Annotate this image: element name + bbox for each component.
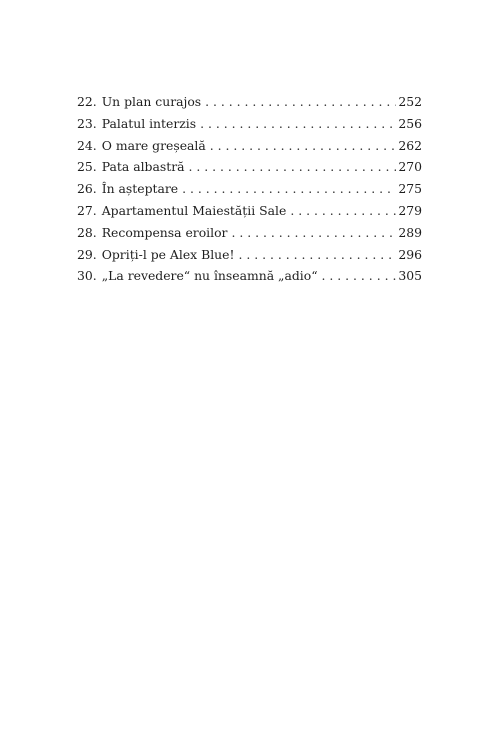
page-number: 275 xyxy=(398,181,422,197)
dot-leader xyxy=(182,178,396,200)
page-number: 252 xyxy=(398,94,422,109)
chapter-title: Un plan curajos xyxy=(101,94,202,109)
chapter-title: Recompensa eroilor xyxy=(101,224,228,240)
page-number: 262 xyxy=(398,137,422,153)
table-of-contents xyxy=(77,91,422,287)
chapter-number: 27. xyxy=(77,202,97,218)
chapter-number: 26. xyxy=(77,181,97,197)
chapter-number: 24. xyxy=(77,137,97,153)
chapter-title: Palatul interzis xyxy=(101,115,197,131)
chapter-title: Opriți-l pe Alex Blue! xyxy=(101,246,235,262)
dot-leader xyxy=(231,222,396,244)
chapter-title: Pata albastră xyxy=(101,159,185,175)
chapter-number: 25. xyxy=(77,159,97,175)
page-number: 305 xyxy=(398,268,422,284)
page-number: 270 xyxy=(398,159,422,175)
page-number: 296 xyxy=(398,246,422,262)
page-number: 279 xyxy=(398,202,422,218)
toc-entry[interactable] xyxy=(77,113,422,135)
chapter-title: În așteptare xyxy=(101,181,179,197)
chapter-title: O mare greșeală xyxy=(101,137,206,153)
chapter-number: 22. xyxy=(77,94,97,109)
dot-leader xyxy=(189,156,397,178)
page-number: 289 xyxy=(398,224,422,240)
dot-leader xyxy=(238,244,396,266)
dot-leader xyxy=(200,113,396,135)
chapter-number: 30. xyxy=(77,268,97,284)
toc-entry[interactable] xyxy=(77,156,422,178)
dot-leader xyxy=(210,135,397,157)
chapter-number: 23. xyxy=(77,115,97,131)
chapter-number: 28. xyxy=(77,224,97,240)
toc-entry[interactable] xyxy=(77,200,422,222)
page-number: 256 xyxy=(398,115,422,131)
dot-leader xyxy=(205,91,396,113)
toc-entry[interactable] xyxy=(77,265,422,287)
toc-entry[interactable] xyxy=(77,135,422,157)
chapter-number: 29. xyxy=(77,246,97,262)
toc-entry[interactable] xyxy=(77,244,422,266)
chapter-title: Apartamentul Maiestății Sale xyxy=(101,202,287,218)
chapter-title: „La revedere“ nu înseamnă „adio“ xyxy=(101,268,318,284)
toc-entry[interactable] xyxy=(77,91,422,113)
toc-entry[interactable] xyxy=(77,222,422,244)
toc-entry[interactable] xyxy=(77,178,422,200)
dot-leader xyxy=(290,200,396,222)
dot-leader xyxy=(322,265,397,287)
